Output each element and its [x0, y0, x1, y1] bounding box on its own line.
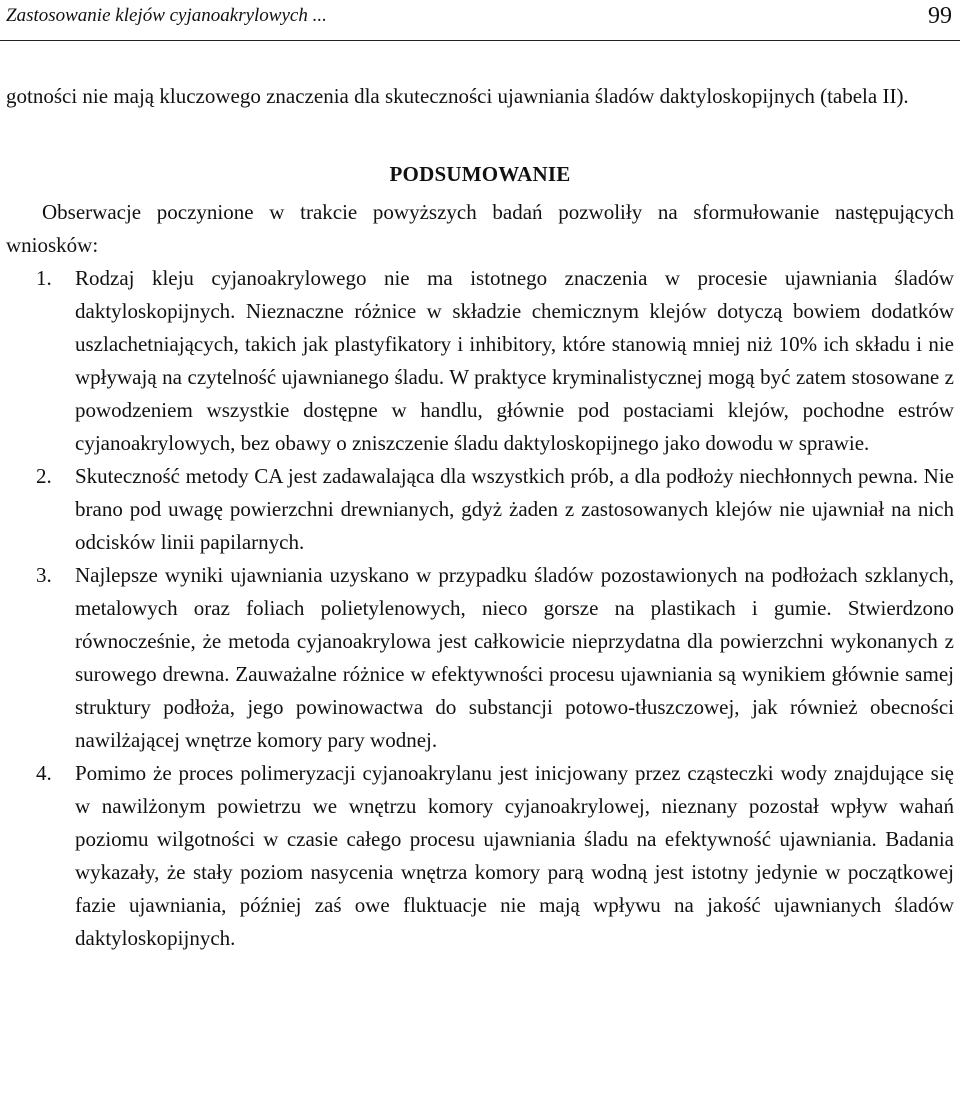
section-heading: PODSUMOWANIE: [389, 162, 571, 186]
list-item: [0, 262, 960, 460]
list-item: [0, 757, 960, 955]
list-item-text: Rodzaj kleju cyjanoakrylowego nie ma istotnego znaczenia w procesie ujawniania śladów daktyloskopijnych. Nieznaczne różnice w składzie chemicznym klejów dotyczą bowiem dodatków uszlachetniających, takich jak plastyfikatory i inhibitory, które stanowią mniej niż 10% ich składu i nie wpływają na czytelność ujawnianego śladu. W praktyce kryminalistycznej mogą być zatem stosowane z powodzeniem wszystkie dostępne w handlu, głównie pod postaciami klejów, pochodne estrów cyjanoakrylowych, bez obawy o zniszczenie śladu daktyloskopijnego jako dowodu w sprawie.: [75, 266, 954, 455]
running-header: [0, 0, 960, 41]
list-item-text: Pomimo że proces polimeryzacji cyjanoakrylanu jest inicjowany przez cząsteczki wody znajdujące się w nawilżonym powietrzu we wnętrzu komory cyjanoakrylowej, nieznany pozostał wpływ wahań poziomu wilgotności w czasie całego procesu ujawniania śladu na efektywność ujawniania. Badania wykazały, że stały poziom nasycenia wnętrza komory parą wodną jest istotny jedynie w początkowej fazie ujawniania, później zaś owe fluktuacje nie mają wpływu na jakość ujawnianych śladów daktyloskopijnych.: [75, 761, 954, 950]
conclusions-list: [0, 262, 960, 955]
lead-paragraph: Obserwacje poczynione w trakcie powyższych badań pozwoliły na sformułowanie następujących wniosków:: [6, 200, 954, 257]
list-item-number: 2.: [36, 464, 52, 488]
list-item-text: Najlepsze wyniki ujawniania uzyskano w przypadku śladów pozostawionych na podłożach szklanych, metalowych oraz foliach polietylenowych, nieco gorsze na plastikach i gumie. Stwierdzono równocześnie, że metoda cyjanoakrylowa jest całkowicie nieprzydatna dla powierzchni wykonanych z surowego drewna. Zauważalne różnice w efektywności procesu ujawniania są wynikiem głównie samej struktury podłoża, jego powinowactwa do substancji potowo-tłuszczowej, jak również obecności nawilżającej wnętrze komory pary wodnej.: [75, 563, 954, 752]
list-item: [0, 460, 960, 559]
intro-paragraph: gotności nie mają kluczowego znaczenia dla skuteczności ujawniania śladów daktyloskopijnych (tabela II).: [6, 84, 909, 108]
list-item: [0, 559, 960, 757]
page-body: [0, 80, 960, 955]
list-item-number: 4.: [36, 761, 52, 785]
list-item-number: 3.: [36, 563, 52, 587]
page-number: 99: [928, 3, 952, 29]
list-item-number: 1.: [36, 266, 52, 290]
running-title: Zastosowanie klejów cyjanoakrylowych ...: [6, 5, 327, 26]
list-item-text: Skuteczność metody CA jest zadawalająca dla wszystkich prób, a dla podłoży niechłonnych pewna. Nie brano pod uwagę powierzchni drewnianych, gdyż żaden z zastosowanych klejów nie ujawniał na nich odcisków linii papilarnych.: [75, 464, 954, 554]
